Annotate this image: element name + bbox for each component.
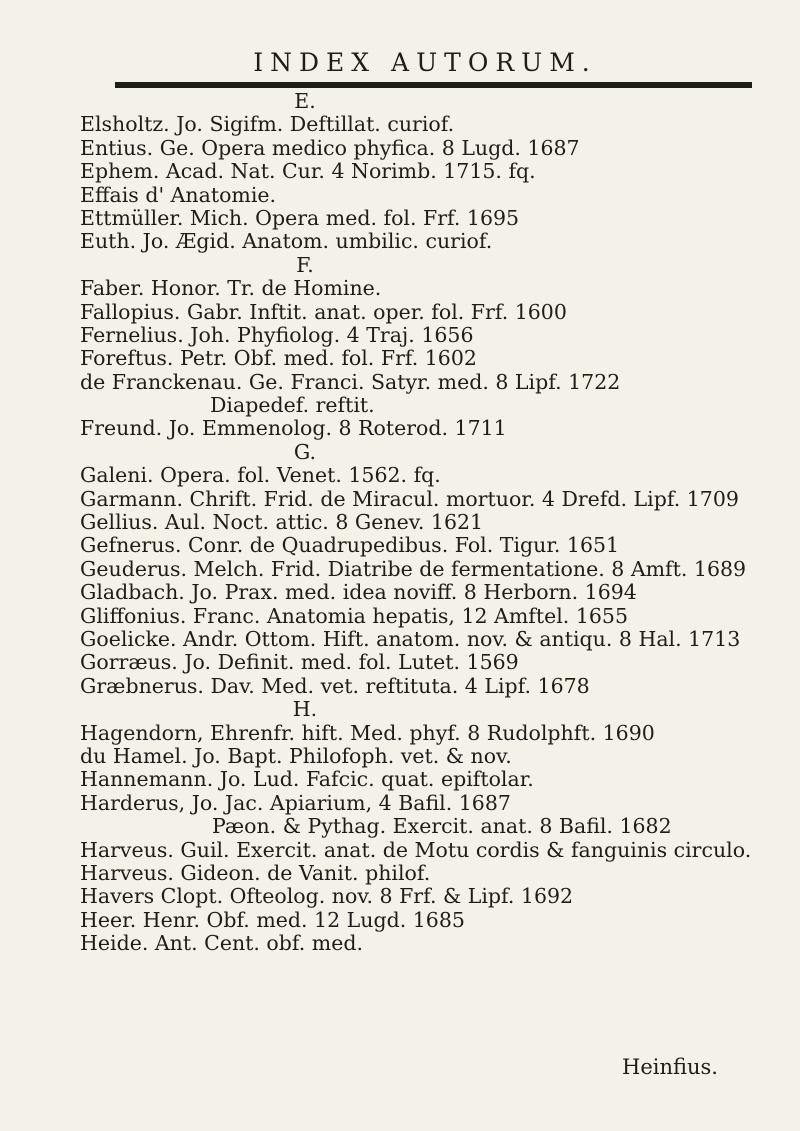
index-entry: Gellius. Aul. Noct. attic. 8 Genev. 1621 bbox=[80, 510, 484, 535]
index-entry-continued: Pæon. & Pythag. Exercit. anat. 8 Bafil. 1682 bbox=[212, 814, 672, 839]
index-entry: Elsholtz. Jo. Sigifm. Deftillat. curiof. bbox=[80, 112, 455, 137]
index-entry: Freund. Jo. Emmenolog. 8 Roterod. 1711 bbox=[80, 416, 507, 441]
index-entry: Fallopius. Gabr. Inftit. anat. oper. fol. Frf. 1600 bbox=[80, 299, 567, 324]
index-entry: Fernelius. Joh. Phyfiolog. 4 Traj. 1656 bbox=[80, 322, 474, 347]
index-entry: Foreftus. Petr. Obf. med. fol. Frf. 1602 bbox=[80, 346, 477, 371]
index-entry: Gladbach. Jo. Prax. med. idea noviff. 8 Herborn. 1694 bbox=[80, 580, 637, 605]
section-letter-f: F. bbox=[296, 252, 314, 277]
header-rule bbox=[115, 82, 752, 88]
section-letter-h: H. bbox=[292, 697, 318, 722]
index-entry: de Franckenau. Ge. Franci. Satyr. med. 8 Lipf. 1722 bbox=[80, 369, 621, 394]
index-entry: Ephem. Acad. Nat. Cur. 4 Norimb. 1715. fq. bbox=[80, 159, 536, 184]
catchword: Heinfius. bbox=[622, 1055, 718, 1079]
index-entry: Havers Clopt. Ofteolog. nov. 8 Frf. & Lipf. 1692 bbox=[80, 884, 574, 909]
index-entry: Heer. Henr. Obf. med. 12 Lugd. 1685 bbox=[80, 907, 465, 932]
index-body bbox=[80, 90, 770, 955]
index-entry: Goelicke. Andr. Ottom. Hift. anatom. nov. & antiqu. 8 Hal. 1713 bbox=[80, 626, 741, 651]
index-entry: Harveus. Guil. Exercit. anat. de Motu cordis & fanguinis circulo. bbox=[80, 837, 752, 862]
index-entry: Ettmüller. Mich. Opera med. fol. Frf. 1695 bbox=[80, 205, 520, 230]
index-entry: Gefnerus. Conr. de Quadrupedibus. Fol. Tigur. 1651 bbox=[80, 533, 620, 558]
index-entry: Garmann. Chrift. Frid. de Miracul. mortuor. 4 Drefd. Lipf. 1709 bbox=[80, 486, 739, 511]
index-entry: Harveus. Gideon. de Vanit. philof. bbox=[80, 860, 431, 885]
index-entry: Hagendorn, Ehrenfr. hift. Med. phyf. 8 Rudolphft. 1690 bbox=[80, 720, 655, 745]
index-entry-continued: Diapedef. reftit. bbox=[210, 393, 375, 418]
index-entry: Gliffonius. Franc. Anatomia hepatis, 12 Amftel. 1655 bbox=[80, 603, 629, 628]
index-entry: Græbnerus. Dav. Med. vet. reftituta. 4 Lipf. 1678 bbox=[80, 673, 590, 698]
index-entry: Faber. Honor. Tr. de Homine. bbox=[80, 276, 382, 301]
index-entry: Harderus, Jo. Jac. Apiarium, 4 Bafil. 1687 bbox=[80, 790, 511, 815]
page-title: INDEX AUTORUM. bbox=[253, 48, 597, 77]
section-letter-g: G. bbox=[293, 439, 317, 464]
index-entry: Entius. Ge. Opera medico phyfica. 8 Lugd. 1687 bbox=[80, 135, 580, 160]
index-entry: du Hamel. Jo. Bapt. Philofoph. vet. & nov. bbox=[80, 743, 512, 768]
index-entry: Heide. Ant. Cent. obf. med. bbox=[80, 931, 363, 956]
section-letter-e: E. bbox=[294, 89, 316, 113]
index-entry: Effais d' Anatomie. bbox=[80, 182, 277, 207]
index-entry: Hannemann. Jo. Lud. Fafcic. quat. epiftolar. bbox=[80, 767, 534, 792]
index-entry: Geuderus. Melch. Frid. Diatribe de fermentatione. 8 Amft. 1689 bbox=[80, 556, 747, 581]
index-entry: Gorræus. Jo. Definit. med. fol. Lutet. 1569 bbox=[80, 650, 519, 675]
index-entry: Euth. Jo. Ægid. Anatom. umbilic. curiof. bbox=[80, 229, 493, 254]
index-entry: Galeni. Opera. fol. Venet. 1562. fq. bbox=[80, 463, 441, 488]
